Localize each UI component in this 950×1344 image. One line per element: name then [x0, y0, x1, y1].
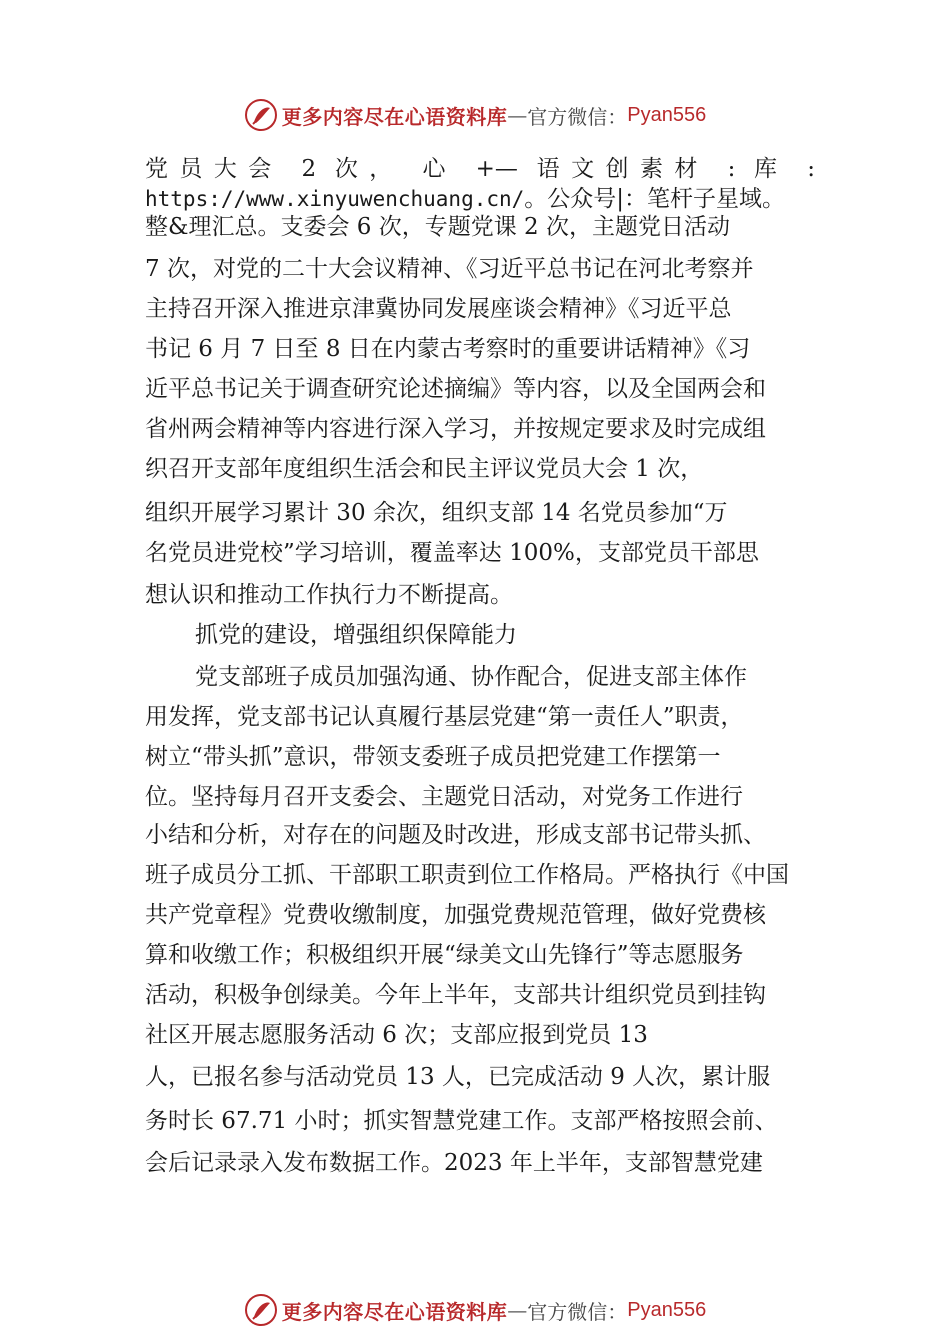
body-line: 算和收缴工作；积极组织开展“绿美文山先锋行”等志愿服务: [145, 942, 744, 968]
header-banner: [0, 95, 950, 135]
banner-separator: —: [507, 1298, 528, 1322]
body-line: 整&理汇总。支委会 6 次，专题党课 2 次，主题党日活动: [145, 214, 730, 240]
body-line: 人，已报名参与活动党员 13 人，已完成活动 9 人次，累计服: [145, 1064, 771, 1090]
banner-wechat-id: Pyan556: [627, 1298, 707, 1321]
banner-wechat-label: 官方微信：: [527, 1299, 628, 1324]
body-line: 组织开展学习累计 30 余次，组织支部 14 名党员参加“万: [145, 500, 728, 526]
body-line-text: 。公众号|：笔杆子星域。: [524, 186, 786, 212]
body-line: 主持召开深入推进京津冀协同发展座谈会精神》《习近平总: [145, 296, 732, 322]
body-line: 7 次，对党的二十大会议精神、《习近平总书记在河北考察并: [145, 256, 754, 282]
source-url: https://www.xinyuwenchuang.cn/: [145, 187, 525, 211]
banner-wechat-id: Pyan556: [627, 103, 707, 126]
body-line: 书记 6 月 7 日至 8 日在内蒙古考察时的重要讲话精神》《习: [145, 336, 751, 362]
body-line: 党员大会 2 次， 心 +— 语文创素材 : 库 :: [145, 156, 815, 182]
body-line: 会后记录录入发布数据工作。2023 年上半年，支部智慧党建: [145, 1150, 763, 1176]
body-line: 位。坚持每月召开支委会、主题党日活动，对党务工作进行: [145, 784, 743, 810]
body-line: 班子成员分工抓、干部职工职责到位工作格局。严格执行《中国: [145, 862, 789, 888]
body-line: 近平总书记关于调查研究论述摘编》等内容，以及全国两会和: [145, 376, 766, 402]
banner-wechat-label: 官方微信：: [527, 104, 628, 129]
body-line: 树立“带头抓”意识，带领支委班子成员把党建工作摆第一: [145, 744, 721, 770]
body-line: 用发挥，党支部书记认真履行基层党建“第一责任人”职责，: [145, 704, 744, 730]
body-line: 想认识和推动工作执行力不断提高。: [145, 582, 513, 608]
body-line: 小结和分析，对存在的问题及时改进，形成支部书记带头抓、: [145, 822, 766, 848]
body-line: [145, 184, 815, 214]
banner-brand: 更多内容尽在心语资料库: [281, 104, 508, 129]
body-line: 务时长 67.71 小时；抓实智慧党建工作。支部严格按照会前、: [145, 1108, 778, 1134]
footer-banner: [0, 1290, 950, 1330]
body-line: 省州两会精神等内容进行深入学习，并按规定要求及时完成组: [145, 416, 766, 442]
banner-brand: 更多内容尽在心语资料库: [281, 1299, 508, 1324]
body-line: 党支部班子成员加强沟通、协作配合，促进支部主体作: [195, 664, 747, 690]
section-heading: 抓党的建设，增强组织保障能力: [195, 622, 517, 648]
body-line: 织召开支部年度组织生活会和民主评议党员大会 1 次，: [145, 456, 704, 482]
body-line: 社区开展志愿服务活动 6 次；支部应报到党员 13: [145, 1022, 648, 1048]
banner-separator: —: [507, 103, 528, 127]
brand-logo-icon: [244, 98, 278, 132]
brand-logo-icon: [244, 1293, 278, 1327]
body-line: 共产党章程》党费收缴制度，加强党费规范管理，做好党费核: [145, 902, 766, 928]
body-line: 活动，积极争创绿美。今年上半年，支部共计组织党员到挂钩: [145, 982, 766, 1008]
body-line: 名党员进党校”学习培训，覆盖率达 100%，支部党员干部思: [145, 540, 759, 566]
